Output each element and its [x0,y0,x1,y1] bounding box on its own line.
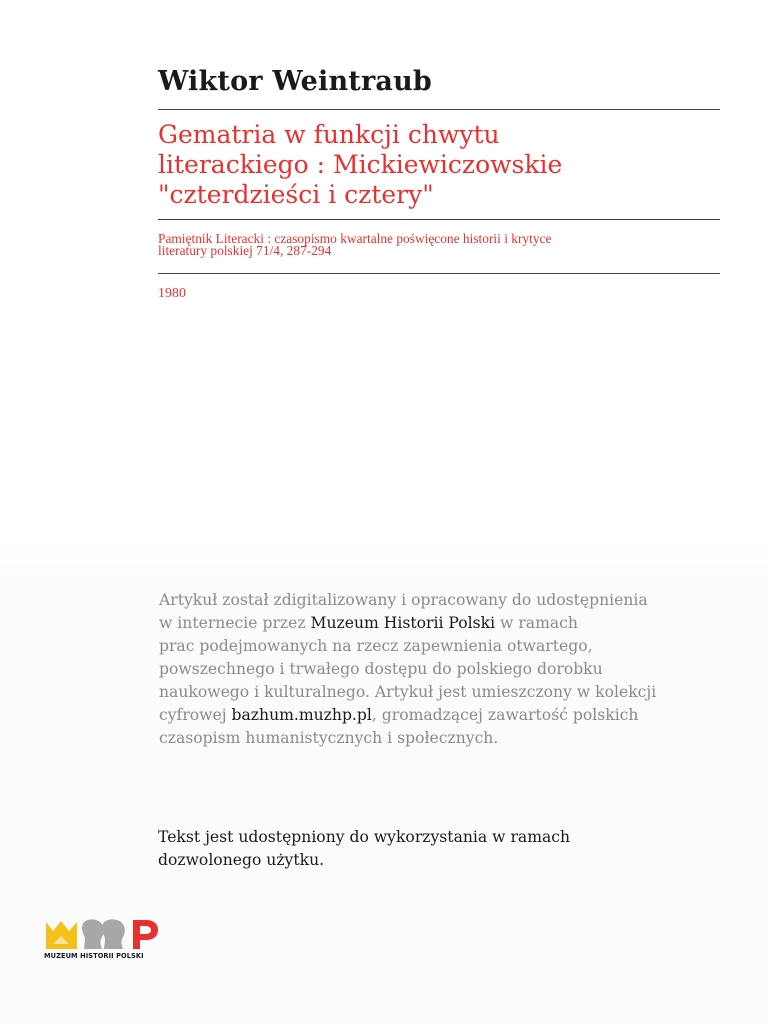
article-title [158,120,718,210]
title-line: "czterdzieści i cztery" [158,180,434,209]
journal-citation [158,233,718,257]
bazhum-link[interactable]: bazhum.muzhp.pl [231,706,372,724]
divider [158,109,720,110]
license-line: Tekst jest udostępniony do wykorzystania w ramach [158,828,571,846]
author-name: Wiktor Weintraub [158,66,433,97]
notice-line: naukowego i kulturalnego. Artykuł jest umieszczony w kolekcji [159,683,657,701]
notice-line [159,612,719,635]
journal-line: Pamiętnik Literacki : czasopismo kwartalne poświęcone historii i krytyce [158,231,552,246]
digitization-notice [159,589,719,750]
notice-line: powszechnego i trwałego dostępu do polskiego dorobku [159,660,603,678]
logo-caption: MUZEUM HISTORII POLSKI [44,952,144,960]
p-mark [133,920,158,949]
divider [158,219,720,220]
notice-line: prac podejmowanych na rzecz zapewnienia otwartego, [159,637,593,655]
notice-text: w internecie przez [159,614,311,632]
notice-text: w ramach [495,614,578,632]
profile-mark [102,919,125,949]
notice-line: Artykuł został zdigitalizowany i opracowany do udostępnienia [159,591,648,609]
publication-year: 1980 [158,286,186,301]
crown-mark [46,921,77,949]
notice-line [159,704,719,727]
notice-text: , gromadzącej zawartość polskich [371,706,639,724]
divider [158,273,720,274]
title-line: Gematria w funkcji chwytu [158,120,500,149]
profile-mark [82,919,104,949]
journal-line: literatury polskiej 71/4, 287-294 [158,243,332,258]
title-line: literackiego : Mickiewiczowskie [158,150,563,179]
notice-line: czasopism humanistycznych i społecznych. [159,729,499,747]
license-notice [158,826,718,872]
notice-text: cyfrowej [159,706,232,724]
license-line: dozwolonego użytku. [158,851,325,869]
museum-link[interactable]: Muzeum Historii Polski [310,614,496,632]
muzeum-historii-polski-logo-icon [44,918,160,952]
